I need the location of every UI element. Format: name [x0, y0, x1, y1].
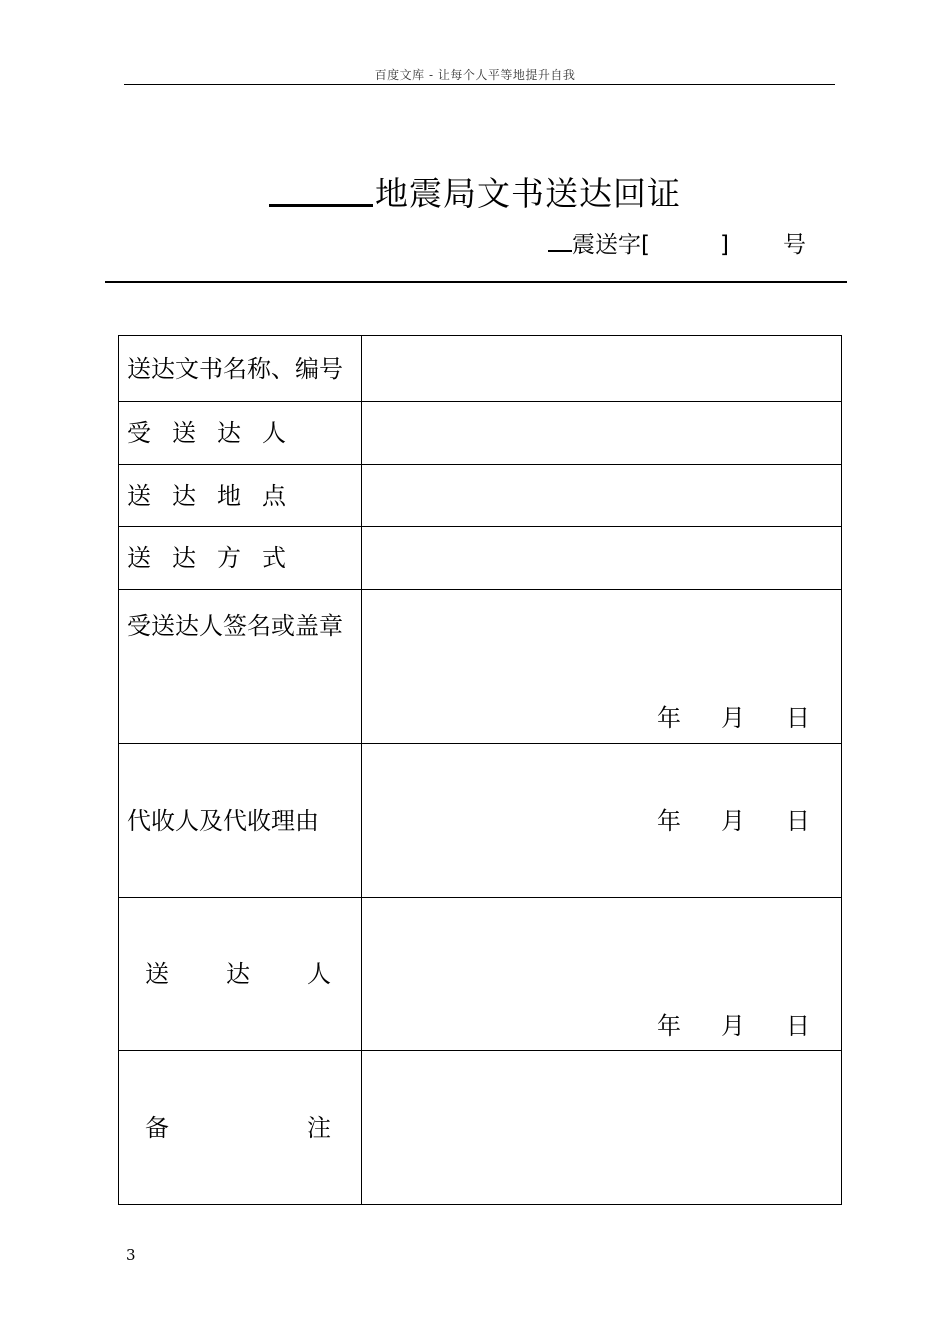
label-place — [119, 465, 362, 527]
label-server-char: 人 — [307, 960, 331, 988]
header-rule — [124, 84, 835, 85]
service-receipt-table — [118, 335, 842, 1205]
date-day-label: 日 — [786, 807, 810, 835]
table-row-doc-name — [119, 336, 842, 402]
label-doc-name: 送达文书名称、编号 — [119, 336, 362, 402]
title-separator-rule — [105, 281, 847, 283]
label-remarks — [119, 1051, 362, 1205]
label-server-chars — [119, 958, 361, 990]
date-year-label: 年 — [657, 807, 681, 835]
date-day-label: 日 — [786, 1012, 810, 1040]
label-remarks-chars — [119, 1112, 361, 1144]
table-row-recipient — [119, 402, 842, 465]
table-row-proxy — [119, 744, 842, 898]
date-year-label: 年 — [657, 1012, 681, 1040]
field-proxy[interactable] — [362, 744, 842, 898]
date-month-label: 月 — [721, 807, 745, 835]
date-year-label: 年 — [657, 704, 681, 732]
doc-number-suffix: 号 — [783, 232, 806, 258]
doc-number-prefix — [548, 230, 650, 260]
label-place-text: 送达地点 — [127, 481, 307, 510]
doc-number-blank-line — [548, 230, 572, 252]
signature-date — [641, 703, 841, 733]
label-remarks-char: 备 — [145, 1113, 169, 1142]
label-recipient — [119, 402, 362, 465]
label-method-text: 送达方式 — [127, 544, 307, 572]
label-server — [119, 898, 362, 1051]
proxy-date — [641, 806, 841, 836]
server-date — [641, 1011, 841, 1041]
title-text: 地震局文书送达回证 — [375, 174, 681, 213]
field-signature[interactable] — [362, 590, 842, 744]
table-row-server — [119, 898, 842, 1051]
table-row-method — [119, 527, 842, 590]
page-header-text: 百度文库 - 让每个人平等地提升自我 — [374, 68, 576, 82]
date-day-label: 日 — [786, 704, 810, 732]
title-blank-line — [269, 174, 373, 207]
date-month-label: 月 — [721, 704, 745, 732]
date-month-label: 月 — [721, 1012, 745, 1040]
label-proxy: 代收人及代收理由 — [119, 744, 362, 898]
table-row-signature — [119, 590, 842, 744]
label-signature: 受送达人签名或盖章 — [119, 590, 362, 744]
doc-number-prefix-text: 震送字[ — [572, 232, 650, 258]
label-remarks-char: 注 — [307, 1113, 331, 1142]
field-server[interactable] — [362, 898, 842, 1051]
label-server-char: 送 — [145, 960, 169, 988]
field-method[interactable] — [362, 527, 842, 590]
field-doc-name[interactable] — [362, 336, 842, 402]
label-server-char: 达 — [226, 960, 250, 988]
field-place[interactable] — [362, 465, 842, 527]
label-method — [119, 527, 362, 590]
table-row-place — [119, 465, 842, 527]
table-row-remarks — [119, 1051, 842, 1205]
field-recipient[interactable] — [362, 402, 842, 465]
field-remarks[interactable] — [362, 1051, 842, 1205]
page-number: 3 — [126, 1246, 136, 1264]
label-recipient-text: 受送达人 — [127, 419, 307, 447]
doc-number-close-bracket: ] — [720, 232, 729, 258]
document-title — [0, 174, 950, 214]
